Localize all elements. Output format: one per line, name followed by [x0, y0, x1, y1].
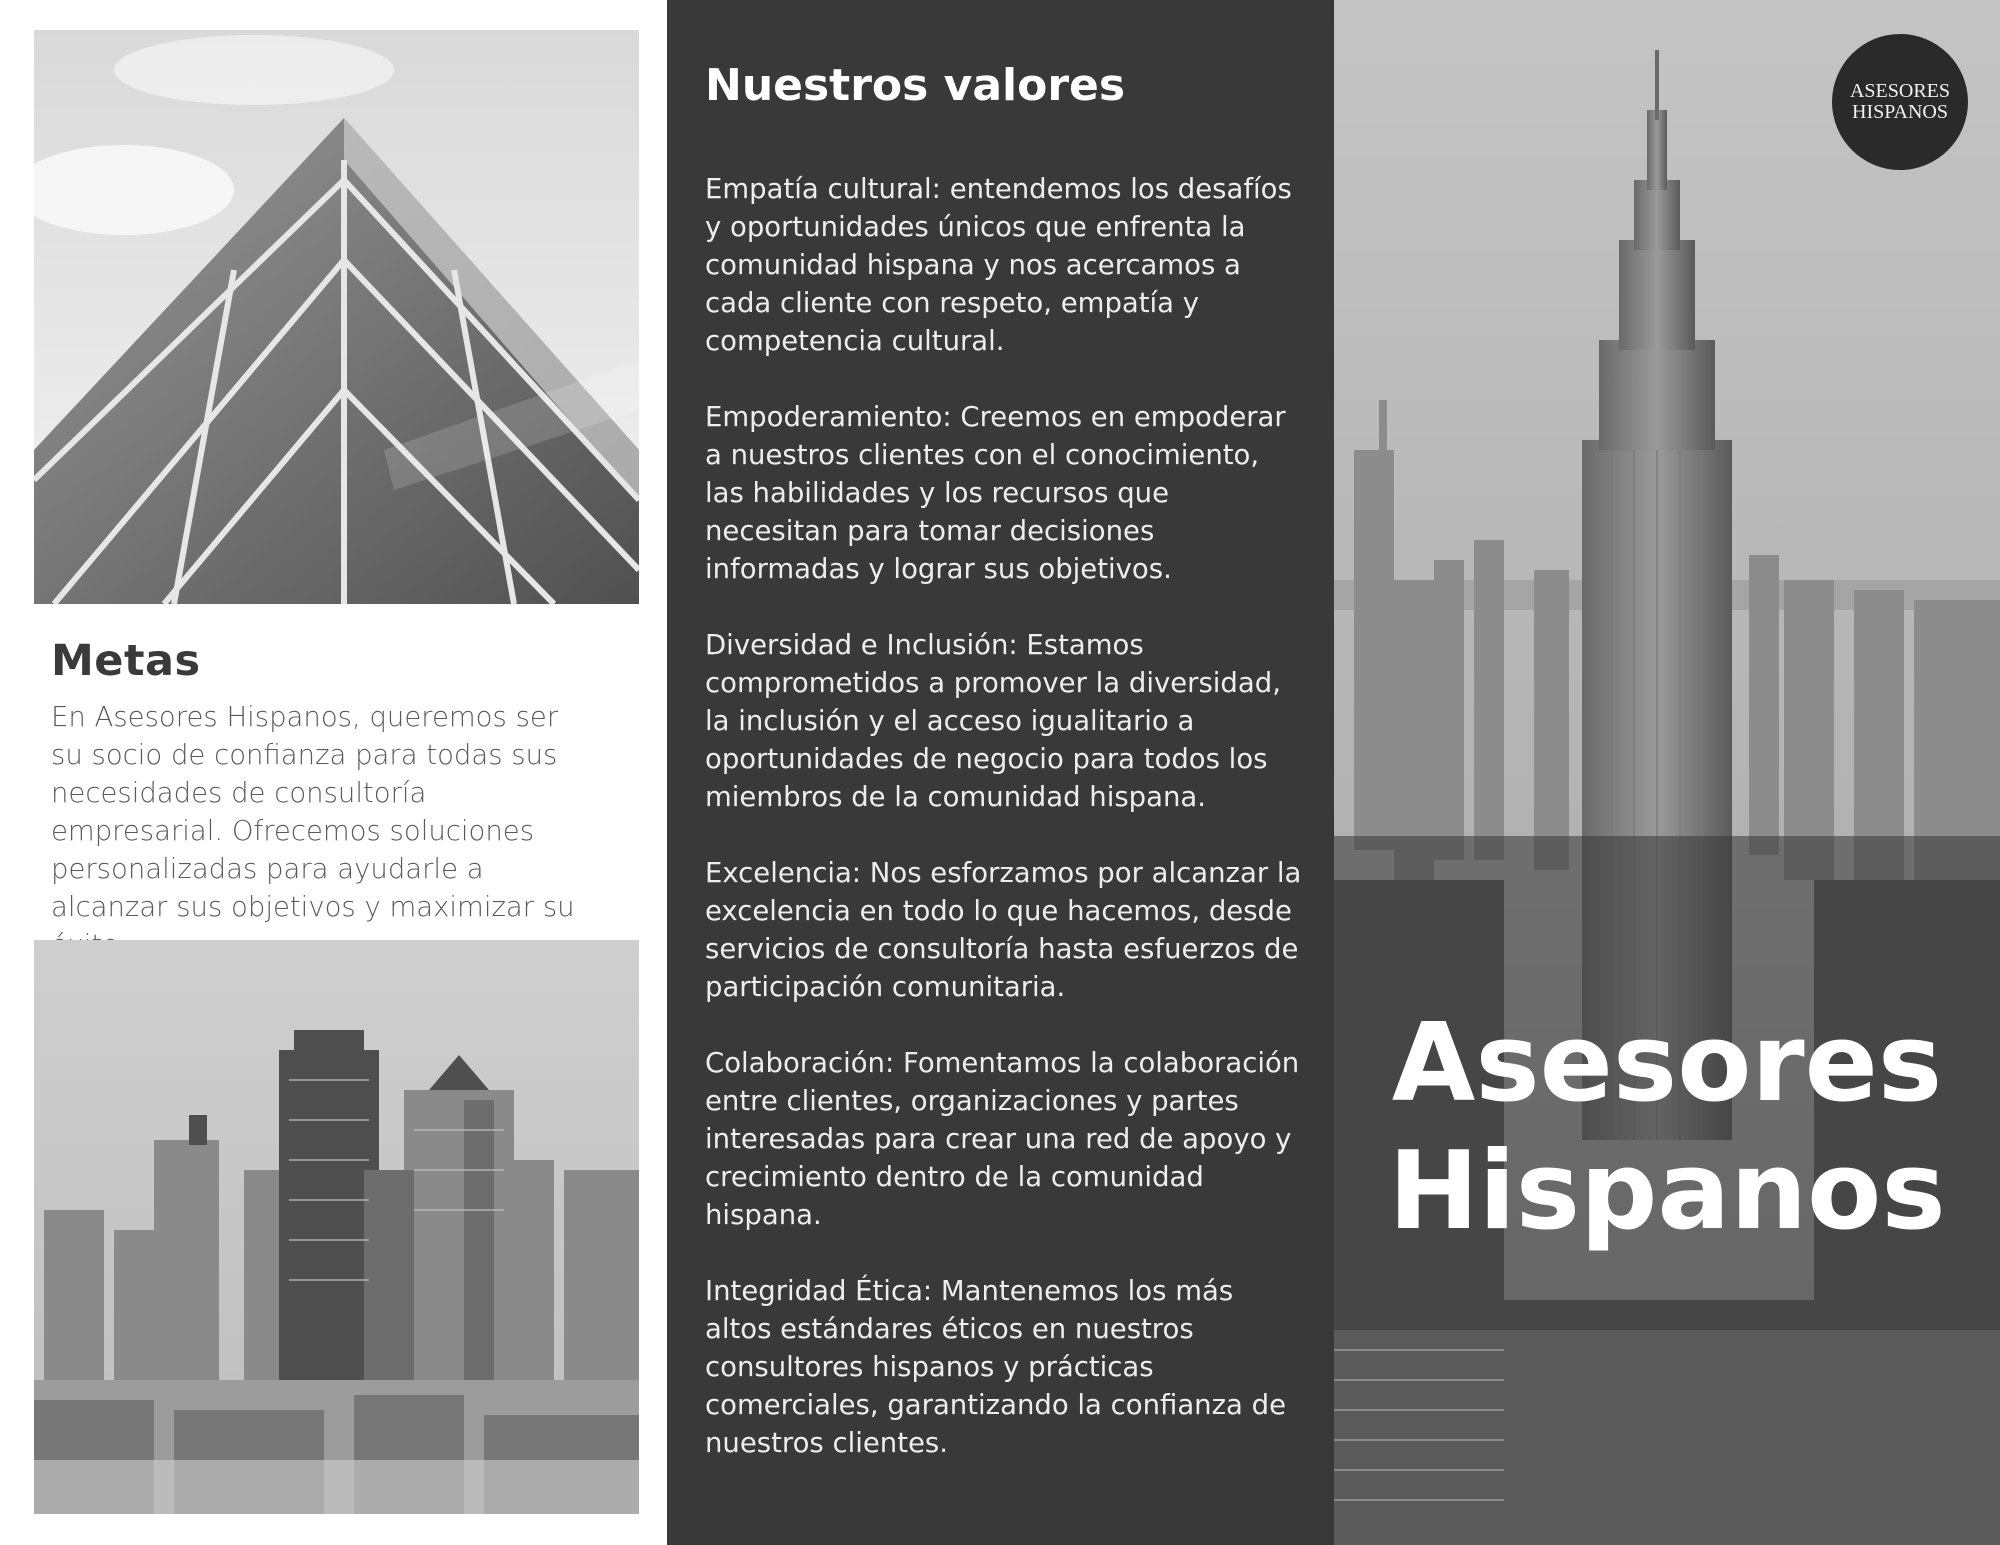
value-item-empowerment: Empoderamiento: Creemos en empoderar a nuestros clientes con el conocimiento, las habilidades y los recursos que necesitan para tomar decisiones informadas y lograr sus objetivos. — [705, 401, 1286, 585]
brand-title-line-2: Hispanos — [1388, 1129, 1946, 1254]
value-item-ethical-integrity: Integridad Ética: Mantenemos los más altos estándares éticos en nuestros consultores hispanos y prácticas comerciales, garantizando la confianza de nuestros clientes. — [705, 1275, 1287, 1459]
goals-description: En Asesores Hispanos, queremos ser su socio de confianza para todas sus necesidades de consultoría empresarial. Ofrecemos soluciones personalizadas para ayudarle a alcanzar sus objetivos y maximizar su — [51, 701, 575, 923]
goals-heading: Metas — [51, 636, 201, 686]
values-list — [705, 170, 1305, 1500]
company-logo-badge — [1832, 34, 1968, 170]
brand-title-line-1: Asesores — [1391, 1001, 1943, 1126]
logo-text-line-2: HISPANOS — [1852, 101, 1948, 123]
value-item-excellence: Excelencia: Nos esforzamos por alcanzar la excelencia en todo lo que hacemos, desde servicios de consultoría hasta esfuerzos de participación comunitaria. — [705, 857, 1302, 1003]
value-item-diversity-inclusion: Diversidad e Inclusión: Estamos comprometidos a promover la diversidad, la inclusión y el acceso igualitario a oportunidades de negocio para todos los miembros de la comunidad hispana. — [705, 629, 1281, 813]
value-item-collaboration: Colaboración: Fomentamos la colaboración entre clientes, organizaciones y partes interesadas para crear una red de apoyo y crecimiento dentro de la comunidad hispana. — [705, 1047, 1300, 1231]
value-item-cultural-empathy: Empatía cultural: entendemos los desafíos y oportunidades únicos que enfrenta la comunidad hispana y nos acercamos a cada cliente con respeto, empatía y competencia cultural. — [705, 173, 1292, 357]
left-panel — [0, 0, 667, 1545]
logo-text-line-1: ASESORES — [1849, 80, 1951, 102]
city-skyline-photo — [34, 940, 639, 1514]
glass-building-photo — [34, 30, 639, 604]
brand-title — [1334, 1000, 2000, 1256]
values-heading: Nuestros valores — [705, 60, 1126, 111]
